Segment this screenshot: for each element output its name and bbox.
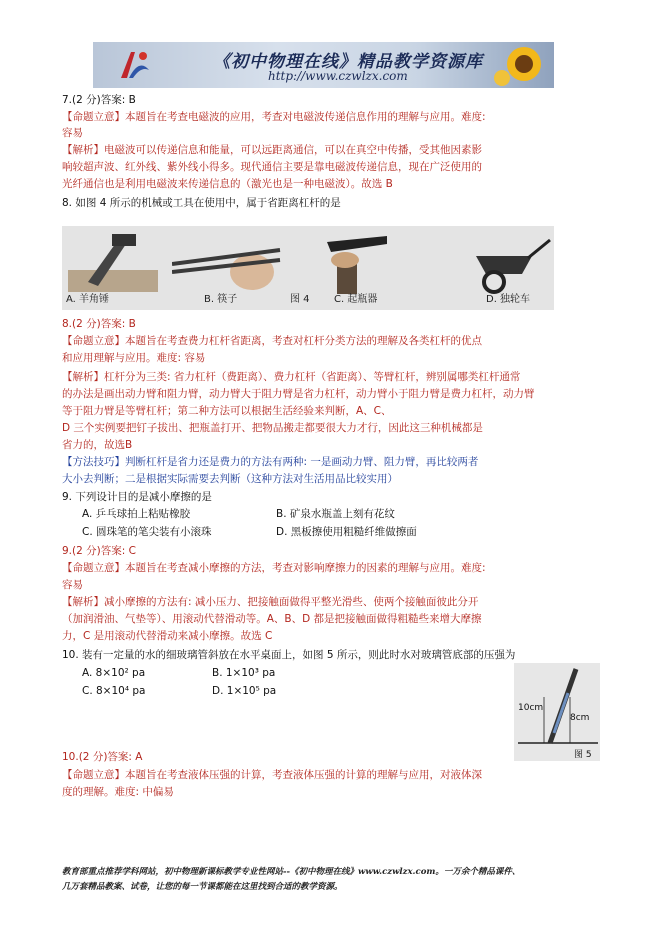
q9-option-d: D. 黑板擦使用粗糙纤维做擦面 bbox=[276, 526, 417, 538]
text-line: 【命题立意】本题旨在考查费力杠杆省距离，考查对杠杆分类方法的理解及各类杠杆的优点 bbox=[62, 335, 482, 347]
text-line: D 三个实例要把钉子拔出、把瓶盖打开、把物品搬走都要很大力才行，因此这三种机械都是 bbox=[62, 422, 483, 434]
wheelbarrow-icon bbox=[472, 232, 552, 294]
caption-c: C. 起瓶器 bbox=[334, 294, 378, 305]
text-line: （加润滑油、气垫等）、用滚动代替滑动等。A、B、D 都是把接触面做得粗糙些来增大摩擦 bbox=[62, 613, 482, 625]
footer-line-1: 教育部重点推荐学科网站，初中物理新课标教学专业性网站--《初中物理在线》www.czwlzx.com。一万余个精品课件、 bbox=[62, 867, 521, 877]
banner-url: http://www.czwlzx.com bbox=[268, 69, 408, 83]
q10-option-b: B. 1×10³ pa bbox=[212, 667, 276, 679]
sunflower-icon bbox=[494, 44, 550, 86]
text-line: 【命题立意】本题旨在考查液体压强的计算，考查液体压强的计算的理解与应用，对液体深 bbox=[62, 769, 482, 781]
text-line: 9. 下列设计目的是减小摩擦的是 bbox=[62, 491, 212, 503]
text-line: 【解析】减小摩擦的方法有: 减小压力、把接触面做得平整光滑些、使两个接触面彼此分开 bbox=[62, 596, 479, 608]
q10-option-d: D. 1×10⁵ pa bbox=[212, 685, 277, 697]
text-line: 的办法是画出动力臂和阻力臂，动力臂大于阻力臂是省力杠杆，动力臂小于阻力臂是费力杠杆，动力臂 bbox=[62, 388, 535, 400]
q9-option-a: A. 乒乓球拍上粘贴橡胶 bbox=[82, 508, 191, 520]
figure-4-tools bbox=[62, 226, 554, 310]
text-line: 【方法技巧】判断杠杆是省力还是费力的方法有两种: 一是画动力臂、阻力臂，再比较两者 bbox=[62, 456, 479, 468]
text-line: 【解析】电磁波可以传递信息和能量，可以远距离通信，可以在真空中传播，受其他因素影 bbox=[62, 144, 482, 156]
claw-hammer-icon bbox=[68, 232, 158, 292]
q9-option-b: B. 矿泉水瓶盖上刻有花纹 bbox=[276, 508, 395, 520]
text-line: 光纤通信也是利用电磁波来传递信息的（激光也是一种电磁波）。故选 B bbox=[62, 178, 393, 190]
site-logo-icon bbox=[117, 48, 151, 82]
text-line: 力，C 是用滚动代替滑动来减小摩擦。故选 C bbox=[62, 630, 273, 642]
figure-4-label: 图 4 bbox=[290, 294, 310, 305]
text-line: 【命题立意】本题旨在考查电磁波的应用，考查对电磁波传递信息作用的理解与应用。难度: bbox=[62, 111, 486, 123]
q9-option-c: C. 圆珠笔的笔尖装有小滚珠 bbox=[82, 526, 212, 538]
text-line: 容易 bbox=[62, 127, 83, 139]
q10-option-a: A. 8×10² pa bbox=[82, 667, 146, 679]
text-line: 10. 装有一定量的水的细玻璃管斜放在水平桌面上，如图 5 所示，则此时水对玻璃管底部的压强为 bbox=[62, 649, 516, 661]
text-line: 容易 bbox=[62, 579, 83, 591]
text-line: 【解析】杠杆分为三类: 省力杠杆（费距离）、费力杠杆（省距离）、等臂杠杆，辨别属哪类杠杆通常 bbox=[62, 371, 521, 383]
text-line: 7.(2 分)答案: B bbox=[62, 94, 136, 106]
fig5-caption: 图 5 bbox=[574, 750, 592, 760]
caption-d: D. 独轮车 bbox=[486, 294, 531, 305]
fig5-label-10cm: 10cm bbox=[518, 703, 544, 713]
footer-line-2: 几万套精品教案、试卷，让您的每一节课都能在这里找到合适的教学资源。 bbox=[62, 882, 343, 892]
text-line: 大小去判断；二是根据实际需要去判断（这种方法对生活用品比较实用） bbox=[62, 473, 398, 485]
figure-5-tube bbox=[514, 663, 600, 761]
page-footer bbox=[62, 865, 602, 895]
caption-b: B. 筷子 bbox=[204, 294, 238, 305]
caption-a: A. 羊角锤 bbox=[66, 294, 110, 305]
text-line: 和应用理解与应用。难度: 容易 bbox=[62, 352, 206, 364]
text-line: 省力的，故选B bbox=[62, 439, 133, 451]
header-banner bbox=[93, 42, 554, 88]
banner-title: 《初中物理在线》精品教学资源库 bbox=[213, 52, 483, 72]
text-line: 10.(2 分)答案: A bbox=[62, 751, 143, 763]
text-line: 8. 如图 4 所示的机械或工具在使用中，属于省距离杠杆的是 bbox=[62, 197, 341, 209]
text-line: 等于阻力臂是等臂杠杆；第二种方法可以根据生活经验来判断，A、C、 bbox=[62, 405, 392, 417]
text-line: 8.(2 分)答案: B bbox=[62, 318, 136, 330]
text-line: 9.(2 分)答案: C bbox=[62, 545, 136, 557]
fig5-label-8cm: 8cm bbox=[570, 713, 590, 723]
bottle-opener-icon bbox=[317, 230, 397, 294]
chopsticks-icon bbox=[172, 234, 282, 294]
text-line: 【命题立意】本题旨在考查减小摩擦的方法，考查对影响摩擦力的因素的理解与应用。难度: bbox=[62, 562, 486, 574]
text-line: 度的理解。难度: 中偏易 bbox=[62, 786, 174, 798]
text-line: 响较超声波、红外线、紫外线小得多。现代通信主要是靠电磁波传递信息，现在广泛使用的 bbox=[62, 161, 482, 173]
q10-option-c: C. 8×10⁴ pa bbox=[82, 685, 146, 697]
